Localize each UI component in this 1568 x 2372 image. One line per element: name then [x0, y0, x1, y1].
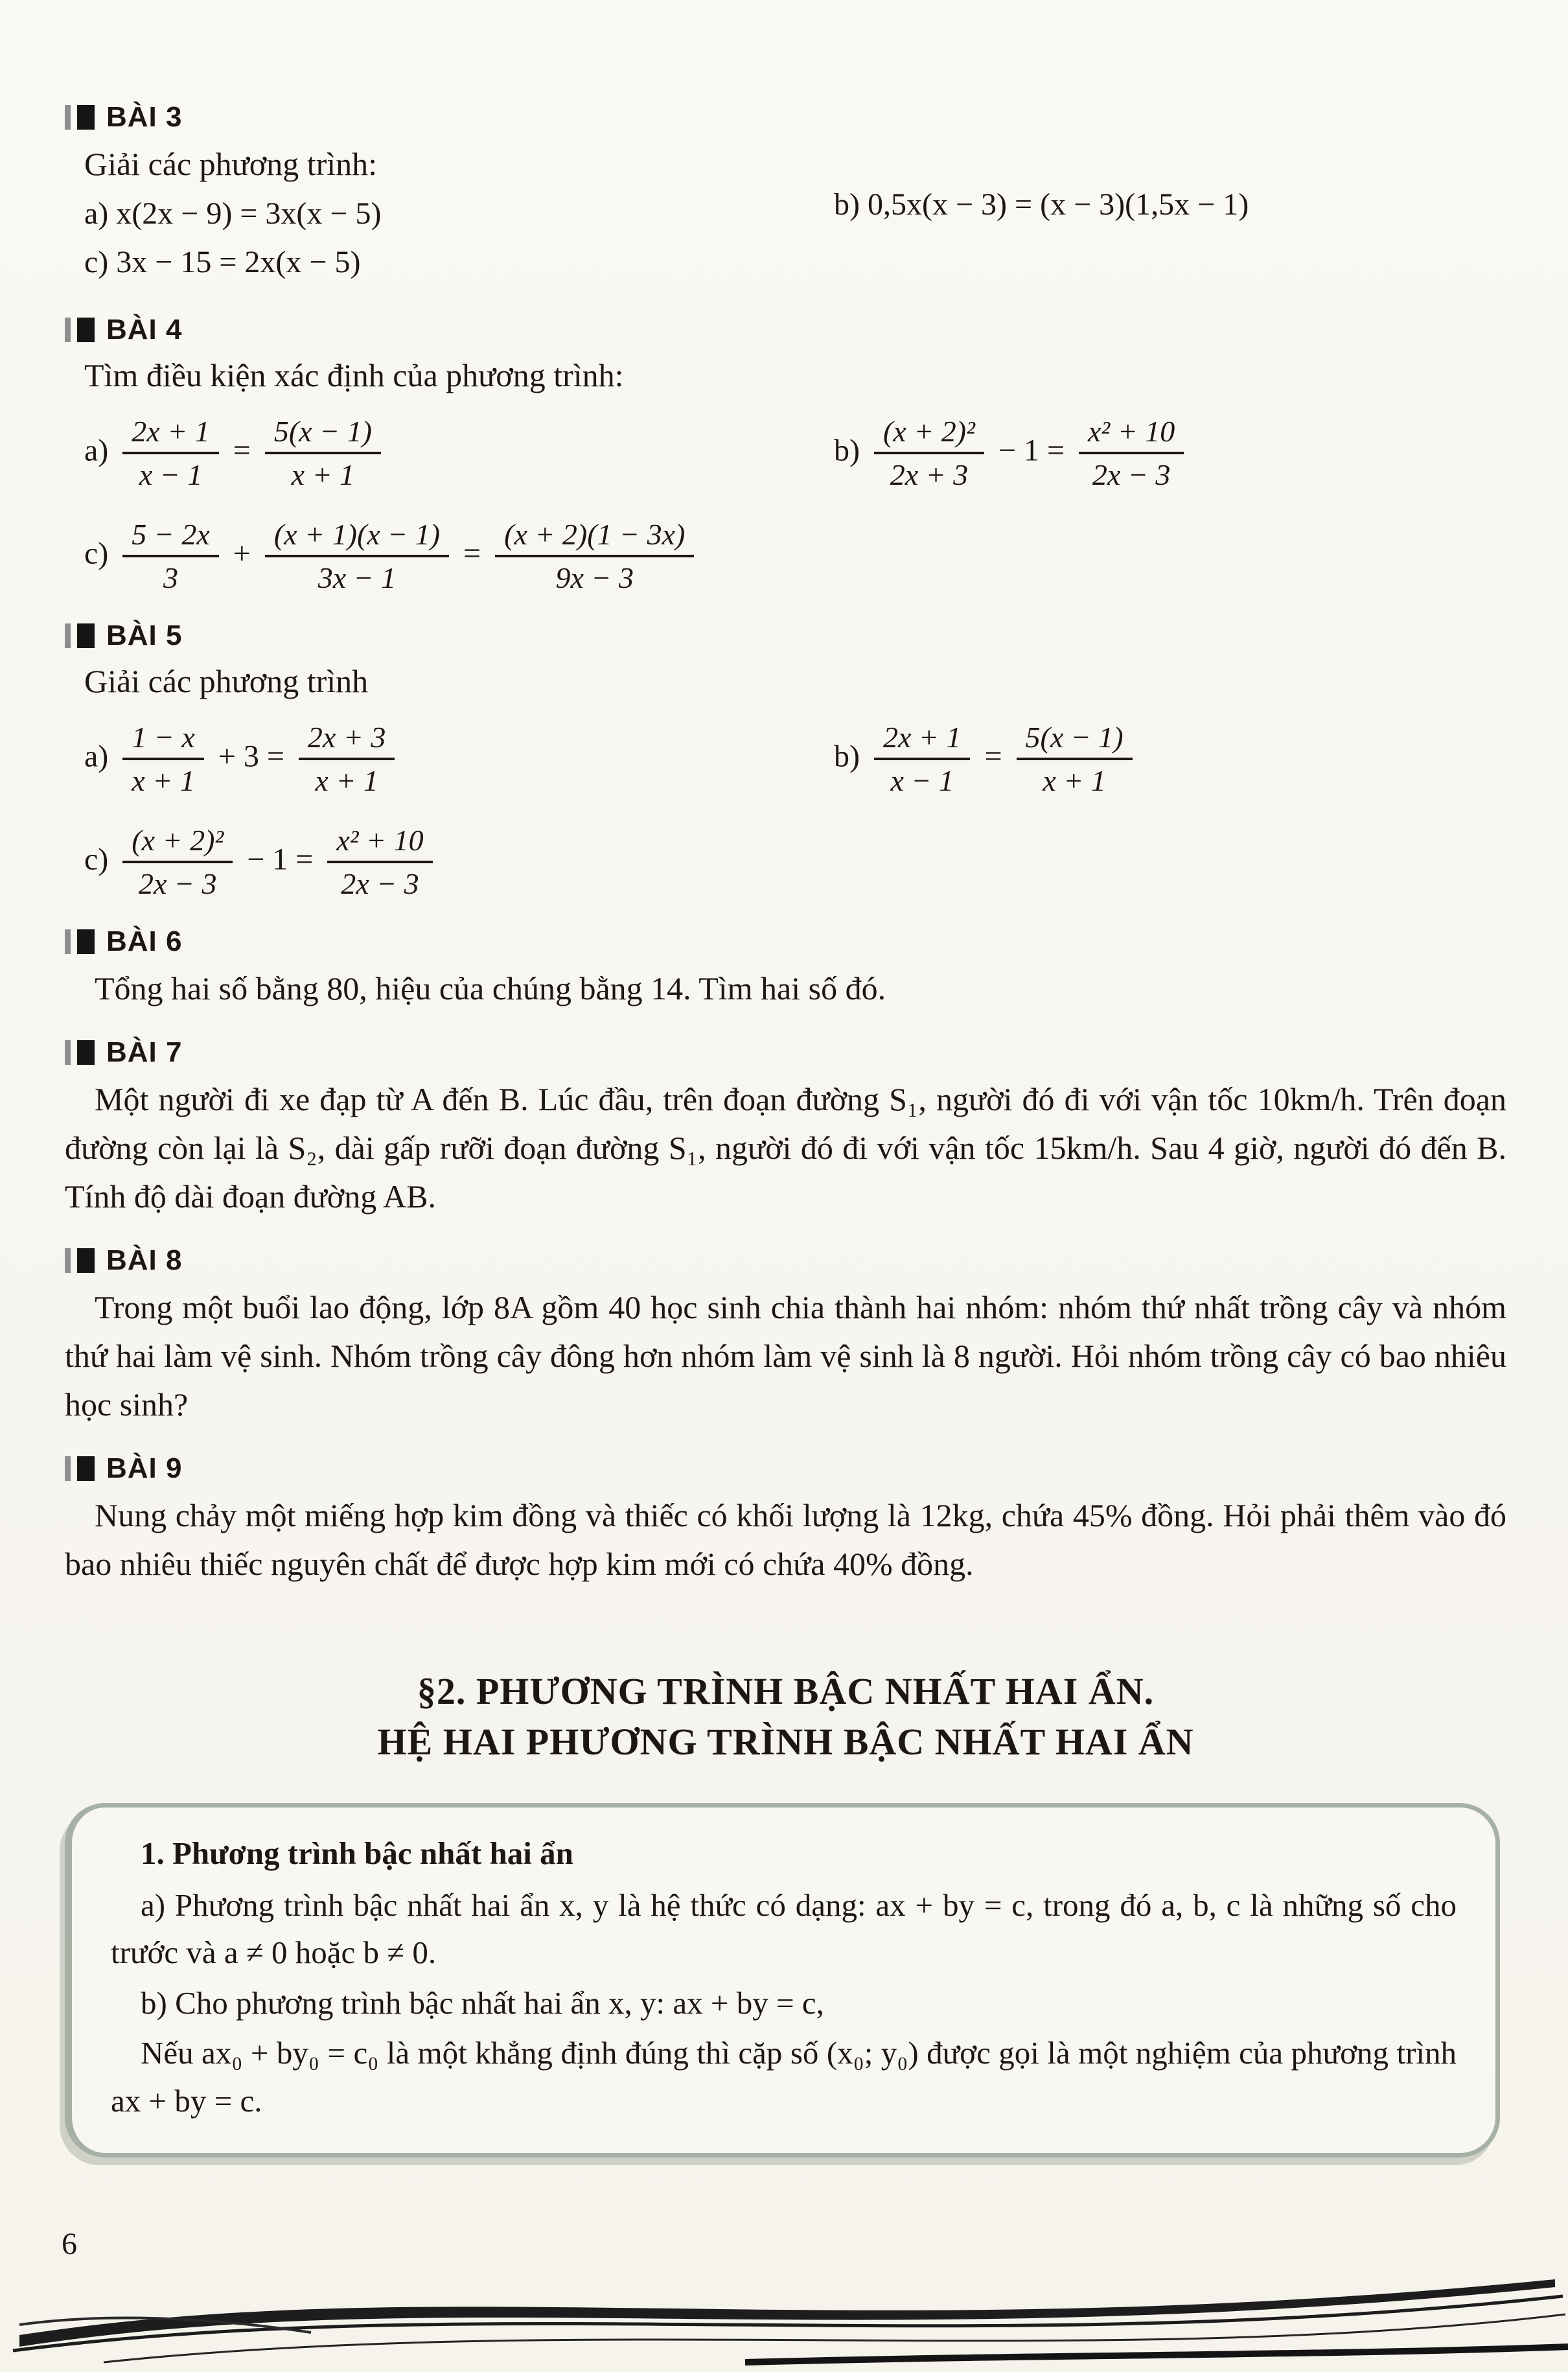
exercise-4-intro: Tìm điều kiện xác định của phương trình:	[84, 356, 624, 393]
marker-bar-thin	[65, 1456, 71, 1481]
exercise-3-body	[65, 140, 1506, 290]
exercise-7	[65, 1036, 1506, 1221]
page-content	[65, 78, 1506, 2157]
exercise-9-header	[65, 1452, 1506, 1485]
section-marker-icon	[65, 318, 95, 342]
exercise-5-intro: Giải các phương trình	[84, 662, 369, 699]
exercise-4-item-b: b) $\frac{\text{(x + 2)²}}{2x + 3}$ − 1 = $\frac{\text{x² + 10}}{2x - 3}$	[834, 413, 1506, 493]
exercise-6	[65, 925, 1506, 1013]
exercise-4-title: BÀI 4	[106, 313, 183, 345]
marker-bar-thick	[77, 1040, 95, 1065]
theory-box-title: 1. Phương trình bậc nhất hai ẩn	[141, 1835, 573, 1872]
exercise-4-item-a: a) $\frac{2x + 1}{x - 1}$ = $\frac{5(x - 1)}{x + 1}$	[84, 413, 814, 493]
section-marker-icon	[65, 105, 95, 130]
exercise-3-header	[65, 101, 1506, 134]
section-marker-icon	[65, 1248, 95, 1273]
marker-bar-thick	[77, 105, 95, 130]
exercise-5-item-c: c) $\frac{\text{(x + 2)²}}{2x - 3}$ − 1 = $\frac{\text{x² + 10}}{2x - 3}$	[84, 822, 1506, 902]
exercise-4-right-column	[814, 402, 1506, 505]
section-heading-line2: HỆ HAI PHƯƠNG TRÌNH BẬC NHẤT HAI ẨN	[377, 1721, 1194, 1763]
marker-bar-thin	[65, 929, 71, 954]
marker-bar-thick	[77, 1248, 95, 1273]
marker-bar-thick	[77, 318, 95, 342]
exercise-5-left-column	[65, 708, 814, 811]
exercise-3-item-c: c) 3x − 15 = 2x(x − 5)	[84, 244, 361, 279]
exercise-4-left-column	[65, 402, 814, 505]
exercise-6-text: Tổng hai số bằng 80, hiệu của chúng bằng 14. Tìm hai số đó.	[95, 970, 886, 1006]
exercise-4-header	[65, 314, 1506, 346]
exercise-4-item-c: c) $\frac{5 - 2x}{3}$ + $\frac{(x + 1)(x - 1)}{3x - 1}$ = $\frac{(x + 2)(1 - 3x)}{9x - 3}$	[84, 517, 1506, 596]
exercise-4-row-c	[65, 517, 1506, 596]
exercise-5-row-c	[65, 822, 1506, 902]
section-heading-line1: §2. PHƯƠNG TRÌNH BẬC NHẤT HAI ẨN.	[417, 1669, 1155, 1712]
marker-bar-thin	[65, 318, 71, 342]
marker-bar-thin	[65, 1248, 71, 1273]
exercise-5-row-ab	[65, 708, 1506, 811]
exercise-5-item-a: a) $\frac{1 - x}{x + 1}$ + 3 = $\frac{2x + 3}{x + 1}$	[84, 719, 814, 799]
marker-bar-thin	[65, 623, 71, 648]
exercise-3-right-column	[814, 140, 1506, 233]
marker-bar-thick	[77, 929, 95, 954]
exercise-5-header	[65, 620, 1506, 652]
exercise-7-header	[65, 1036, 1506, 1069]
exercise-9-text: Nung chảy một miếng hợp kim đồng và thiếc có khối lượng là 12kg, chứa 45% đồng. Hỏi phải thêm vào đó bao nhiêu thiếc nguyên chất để được hợp kim mới có chứa 40% đồng.	[65, 1496, 1506, 1582]
exercise-3-item-a: a) x(2x − 9) = 3x(x − 5)	[84, 196, 382, 231]
marker-bar-thick	[77, 623, 95, 648]
exercise-4	[65, 314, 1506, 596]
decorative-swoosh	[0, 2252, 1568, 2372]
exercise-3-title: BÀI 3	[106, 101, 183, 133]
exercise-6-header	[65, 925, 1506, 958]
exercise-8-header	[65, 1244, 1506, 1277]
theory-para-b: b) Cho phương trình bậc nhất hai ẩn x, y: ax + by = c,	[141, 1984, 824, 2021]
exercise-8-title: BÀI 8	[106, 1244, 183, 1276]
exercise-8-text: Trong một buổi lao động, lớp 8A gồm 40 học sinh chia thành hai nhóm: nhóm thứ nhất trồng cây và nhóm thứ hai làm vệ sinh. Nhóm trồng cây đông hơn nhóm làm vệ sinh là 8 người. Hỏi nhóm trồng cây có bao nhiêu học sinh?	[65, 1288, 1506, 1423]
exercise-3	[65, 101, 1506, 290]
marker-bar-thin	[65, 1040, 71, 1065]
theory-para-a: a) Phương trình bậc nhất hai ẩn x, y là hệ thức có dạng: ax + by = c, trong đó a, b, c là những số cho trước và a ≠ 0 hoặc b ≠ 0.	[111, 1887, 1457, 1971]
exercise-7-title: BÀI 7	[106, 1036, 183, 1068]
exercise-5-item-b: b) $\frac{2x + 1}{x - 1}$ = $\frac{5(x - 1)}{x + 1}$	[834, 719, 1506, 799]
exercise-3-intro: Giải các phương trình:	[84, 146, 378, 182]
exercise-5-title: BÀI 5	[106, 619, 183, 651]
section-heading	[91, 1666, 1481, 1768]
page-number: 6	[62, 2227, 77, 2261]
theory-box	[65, 1803, 1500, 2157]
exercise-5-right-column	[814, 708, 1506, 811]
exercise-4-row-ab	[65, 402, 1506, 505]
section-marker-icon	[65, 1040, 95, 1065]
marker-bar-thick	[77, 1456, 95, 1481]
exercise-9	[65, 1452, 1506, 1588]
exercise-7-text: Một người đi xe đạp từ A đến B. Lúc đầu, trên đoạn đường S₁, người đó đi với vận tốc 10km/h. Trên đoạn đường còn lại là S₂, dài gấp rưỡi đoạn đường S₁, người đó đi với vận tốc 15km/h. Sau 4 giờ, người đó đến B. Tính độ dài đoạn đường AB.	[65, 1080, 1506, 1215]
exercise-5	[65, 620, 1506, 902]
section-marker-icon	[65, 1456, 95, 1481]
theory-para-c: Nếu ax₀ + by₀ = c₀ là một khẳng định đúng thì cặp số (x₀; y₀) được gọi là một nghiệm của phương trình ax + by = c.	[111, 2035, 1457, 2119]
exercise-9-title: BÀI 9	[106, 1452, 183, 1484]
exercise-8	[65, 1244, 1506, 1429]
exercise-3-item-b: b) 0,5x(x − 3) = (x − 3)(1,5x − 1)	[834, 187, 1249, 222]
section-marker-icon	[65, 623, 95, 648]
exercise-3-left-column	[65, 140, 814, 290]
section-marker-icon	[65, 929, 95, 954]
exercise-6-title: BÀI 6	[106, 925, 183, 957]
marker-bar-thin	[65, 105, 71, 130]
